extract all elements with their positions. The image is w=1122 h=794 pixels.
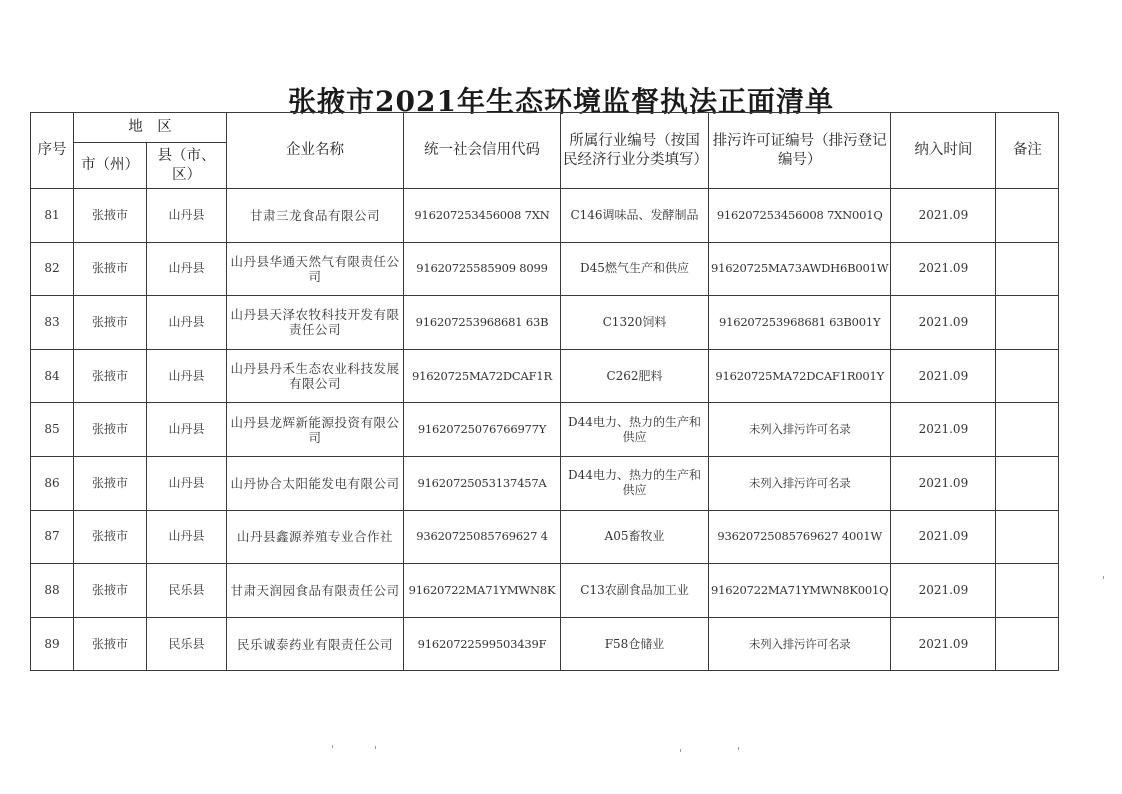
cell-credit-code: 91620722MA71YMWN8K: [404, 564, 561, 618]
cell-city: 张掖市: [74, 564, 147, 618]
cell-industry: D44电力、热力的生产和供应: [561, 403, 709, 457]
cell-seq: 89: [31, 617, 74, 671]
cell-company: 民乐诚泰药业有限责任公司: [227, 617, 404, 671]
cell-permit: 916207253968681 63B001Y: [709, 296, 891, 350]
header-row-1: [31, 113, 1059, 143]
cell-company: 甘肃三龙食品有限公司: [227, 189, 404, 243]
cell-city: 张掖市: [74, 510, 147, 564]
cell-city: 张掖市: [74, 296, 147, 350]
cell-city: 张掖市: [74, 189, 147, 243]
header-company: 企业名称: [227, 113, 404, 189]
table-row: [31, 564, 1059, 618]
header-county: 县（市、区）: [147, 143, 227, 189]
header-region: 地 区: [74, 113, 227, 143]
table-row: [31, 349, 1059, 403]
cell-seq: 88: [31, 564, 74, 618]
cell-county: 山丹县: [147, 510, 227, 564]
cell-credit-code: 916207253968681 63B: [404, 296, 561, 350]
cell-seq: 84: [31, 349, 74, 403]
cell-credit-code: 916207253456008 7XN: [404, 189, 561, 243]
cell-company: 山丹县丹禾生态农业科技发展有限公司: [227, 349, 404, 403]
cell-remark: [996, 242, 1059, 296]
cell-date: 2021.09: [891, 349, 996, 403]
cell-county: 山丹县: [147, 349, 227, 403]
cell-county: 民乐县: [147, 564, 227, 618]
cell-city: 张掖市: [74, 242, 147, 296]
scan-speck: [738, 747, 739, 750]
cell-industry: C13农副食品加工业: [561, 564, 709, 618]
enforcement-list-table: [30, 112, 1059, 671]
scan-speck: [680, 749, 681, 752]
cell-permit: 91620725MA72DCAF1R001Y: [709, 349, 891, 403]
cell-permit: 93620725085769627 4001W: [709, 510, 891, 564]
cell-remark: [996, 564, 1059, 618]
cell-permit: 未列入排污许可名录: [709, 403, 891, 457]
header-city: 市（州）: [74, 143, 147, 189]
cell-seq: 87: [31, 510, 74, 564]
table-row: [31, 189, 1059, 243]
header-permit: 排污许可证编号（排污登记编号）: [709, 113, 891, 189]
cell-industry: F58仓储业: [561, 617, 709, 671]
header-remark: 备注: [996, 113, 1059, 189]
header-industry: 所属行业编号（按国民经济行业分类填写）: [561, 113, 709, 189]
cell-industry: C262肥料: [561, 349, 709, 403]
cell-industry: C146调味品、发酵制品: [561, 189, 709, 243]
cell-permit: 91620722MA71YMWN8K001Q: [709, 564, 891, 618]
cell-city: 张掖市: [74, 349, 147, 403]
cell-credit-code: 93620725085769627 4: [404, 510, 561, 564]
cell-county: 山丹县: [147, 456, 227, 510]
cell-credit-code: 91620725076766977Y: [404, 403, 561, 457]
cell-company: 山丹县龙辉新能源投资有限公司: [227, 403, 404, 457]
cell-seq: 82: [31, 242, 74, 296]
cell-seq: 81: [31, 189, 74, 243]
cell-credit-code: 91620725053137457A: [404, 456, 561, 510]
cell-remark: [996, 456, 1059, 510]
cell-date: 2021.09: [891, 242, 996, 296]
cell-date: 2021.09: [891, 617, 996, 671]
cell-date: 2021.09: [891, 296, 996, 350]
cell-remark: [996, 403, 1059, 457]
table-row: [31, 403, 1059, 457]
cell-company: 山丹县华通天然气有限责任公司: [227, 242, 404, 296]
header-seq: 序号: [31, 113, 74, 189]
cell-permit: 未列入排污许可名录: [709, 617, 891, 671]
cell-industry: D45燃气生产和供应: [561, 242, 709, 296]
document-title: 张掖市2021年生态环境监督执法正面清单: [288, 85, 834, 118]
cell-company: 山丹协合太阳能发电有限公司: [227, 456, 404, 510]
cell-permit: 916207253456008 7XN001Q: [709, 189, 891, 243]
cell-industry: D44电力、热力的生产和供应: [561, 456, 709, 510]
cell-remark: [996, 296, 1059, 350]
cell-remark: [996, 189, 1059, 243]
cell-county: 山丹县: [147, 296, 227, 350]
cell-remark: [996, 349, 1059, 403]
cell-county: 山丹县: [147, 189, 227, 243]
table-row: [31, 617, 1059, 671]
table-row: [31, 510, 1059, 564]
cell-industry: C1320饲料: [561, 296, 709, 350]
cell-date: 2021.09: [891, 456, 996, 510]
cell-company: 甘肃天润园食品有限责任公司: [227, 564, 404, 618]
cell-seq: 85: [31, 403, 74, 457]
cell-permit: 未列入排污许可名录: [709, 456, 891, 510]
cell-credit-code: 91620725MA72DCAF1R: [404, 349, 561, 403]
scan-speck: [375, 746, 376, 749]
cell-credit-code: 91620722599503439F: [404, 617, 561, 671]
cell-county: 山丹县: [147, 242, 227, 296]
cell-date: 2021.09: [891, 564, 996, 618]
table-row: [31, 456, 1059, 510]
scan-speck: [1103, 576, 1104, 579]
cell-industry: A05畜牧业: [561, 510, 709, 564]
cell-date: 2021.09: [891, 510, 996, 564]
cell-county: 山丹县: [147, 403, 227, 457]
cell-city: 张掖市: [74, 456, 147, 510]
cell-permit: 91620725MA73AWDH6B001W: [709, 242, 891, 296]
cell-date: 2021.09: [891, 189, 996, 243]
header-credit-code: 统一社会信用代码: [404, 113, 561, 189]
cell-company: 山丹县天泽农牧科技开发有限责任公司: [227, 296, 404, 350]
cell-remark: [996, 617, 1059, 671]
cell-credit-code: 91620725585909 8099: [404, 242, 561, 296]
cell-seq: 86: [31, 456, 74, 510]
table-row: [31, 242, 1059, 296]
cell-city: 张掖市: [74, 617, 147, 671]
cell-remark: [996, 510, 1059, 564]
scan-speck: [332, 745, 333, 748]
cell-county: 民乐县: [147, 617, 227, 671]
cell-company: 山丹县鑫源养殖专业合作社: [227, 510, 404, 564]
cell-city: 张掖市: [74, 403, 147, 457]
cell-seq: 83: [31, 296, 74, 350]
header-date: 纳入时间: [891, 113, 996, 189]
table-row: [31, 296, 1059, 350]
cell-date: 2021.09: [891, 403, 996, 457]
